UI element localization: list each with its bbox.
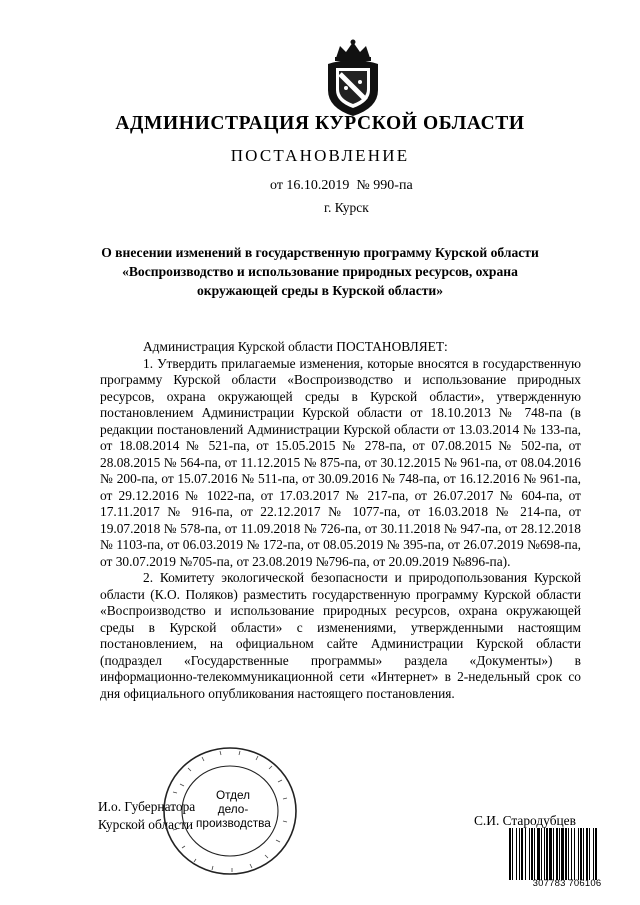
barcode-bar	[512, 828, 513, 880]
stamp-line: Отдел	[215, 788, 251, 802]
barcode-bar	[571, 828, 572, 880]
barcode-bar	[586, 828, 588, 880]
barcode-bar	[553, 828, 554, 880]
barcode-bar	[537, 828, 540, 880]
stamp-line: дело-	[217, 802, 249, 816]
body-intro: Администрация Курской области ПОСТАНОВЛЯЕТ:	[143, 339, 448, 354]
barcode-bar	[521, 828, 523, 880]
document-title	[70, 243, 570, 300]
stamp-line: производства	[196, 816, 271, 830]
barcode-bar	[544, 828, 545, 880]
document-type: ПОСТАНОВЛЕНИЕ	[230, 146, 410, 165]
barcode-bar	[565, 828, 567, 880]
stamp-text	[196, 788, 270, 830]
barcode-bar	[595, 828, 597, 880]
barcode-bar	[531, 828, 533, 880]
barcode-bar	[578, 828, 579, 880]
barcode-bar	[534, 828, 535, 880]
document-body	[100, 339, 581, 702]
barcode-bar	[580, 828, 582, 880]
document-date-number: от 16.10.2019 № 990-па	[270, 178, 413, 193]
barcode-bar	[546, 828, 548, 880]
barcode-bar	[519, 828, 520, 880]
barcode-icon	[508, 824, 626, 886]
document-city: г. Курск	[324, 200, 369, 215]
barcode-bar	[561, 828, 564, 880]
barcode-bar	[589, 828, 590, 880]
barcode-bar	[593, 828, 594, 880]
barcode-bar	[549, 828, 552, 880]
organization-name: АДМИНИСТРАЦИЯ КУРСКОЙ ОБЛАСТИ	[115, 113, 525, 134]
barcode-bar	[583, 828, 584, 880]
title-line: О внесении изменений в государственную программу Курской области	[101, 245, 539, 260]
coat-of-arms-icon	[322, 38, 384, 118]
signatory-name: С.И. Стародубцев	[474, 813, 576, 828]
barcode-bar	[529, 828, 530, 880]
title-line: «Воспроизводство и использование природных ресурсов, охрана	[122, 264, 518, 279]
barcode-bar	[574, 828, 575, 880]
signatory-position-line: Курской области	[98, 817, 194, 832]
barcode-bar	[568, 828, 569, 880]
barcode-bar	[541, 828, 542, 880]
barcode-bar	[509, 828, 511, 880]
body-paragraph-1: 1. Утвердить прилагаемые изменения, которые вносятся в государственную программу Курской области «Воспроизводство и использование природных ресурсов, охрана окружающей среды в Курской области», утвержденную постановлением Администрации Курской области от 18.10.2013 № 748-па (в редакции постановлений Администрации Курской области от 13.03.2014 № 133-па, от 18.08.2014 № 521-па, от 15.05.2015 № 278-па, от 07.08.2015 № 502-па, от 28.08.2015 № 564-па, от 11.12.2015 № 875-па, от 30.12.2015 № 961-па, от 08.04.2016 № 200-па, от 15.07.2016 № 511-па, от 30.09.2016 № 748-па, от 16.12.2016 № 961-па, от 29.12.2016 № 1022-па, от 17.03.2017 № 217-па, от 26.07.2017 № 604-па, от 17.11.2017 № 916-па, от 22.12.2017 № 1077-па, от 16.03.2018 № 214-па, от 19.07.2018 № 578-па, от 11.09.2018 № 726-па, от 30.11.2018 № 947-па, от 28.12.2018 № 1103-па, от 06.03.2019 № 172-па, от 08.05.2019 № 395-па, от 26.07.2019 №698-па, от 30.07.2019 №705-па, от 23.08.2019 №796-па, от 20.09.2019 №896-па).	[100, 355, 581, 569]
barcode-bar	[559, 828, 560, 880]
body-paragraph-2: 2. Комитету экологической безопасности и природопользования Курской области (К.О. Поляков) разместить государственную программу Курской области «Воспроизводство и использование природных ресурсов, охрана окружающей среды в Курской области» с изменениями, утвержденными настоящим постановлением, на официальном сайте Администрации Курской области (подраздел «Государственные программы» раздела «Документы») в информационно-телекоммуникационной сети «Интернет» в 2-недельный срок со дня официального опубликования настоящего постановления.	[100, 570, 581, 701]
barcode-number: 307783 706106	[532, 878, 602, 889]
barcode-bar	[556, 828, 558, 880]
signatory-position-line: И.о. Губернатора	[98, 799, 196, 814]
barcode-bar	[525, 828, 526, 880]
barcode-bar	[516, 828, 517, 880]
title-line: окружающей среды в Курской области»	[196, 283, 444, 298]
